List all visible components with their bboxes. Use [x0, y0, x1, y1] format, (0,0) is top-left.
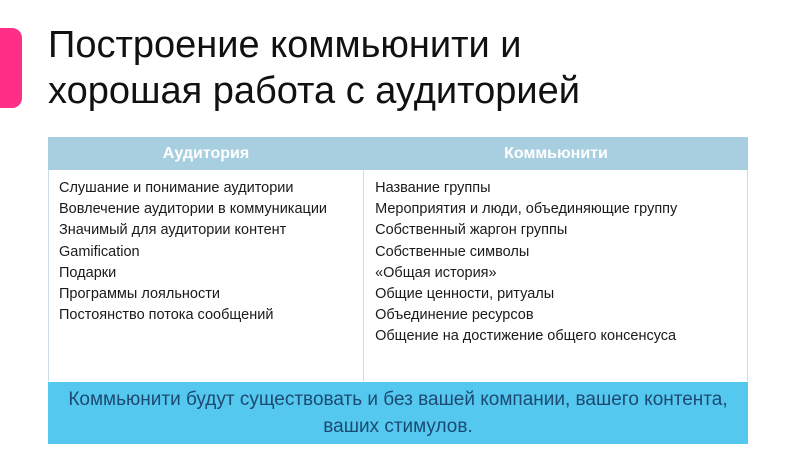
- audience-column: [49, 170, 364, 381]
- list-item: «Общая история»: [375, 264, 497, 281]
- callout-banner: [48, 382, 748, 444]
- list-item: Программы лояльности: [59, 286, 220, 303]
- list-item: Gamification: [59, 243, 140, 260]
- list-item: Значимый для аудитории контент: [59, 222, 287, 239]
- list-item: Подарки: [59, 264, 117, 281]
- list-item: Название группы: [375, 180, 491, 196]
- comparison-table: [48, 137, 748, 381]
- header-community: Коммьюнити: [504, 144, 608, 162]
- list-item: Вовлечение аудитории в коммуникации: [59, 201, 328, 218]
- title-line-1: Построение коммьюнити и: [48, 24, 522, 66]
- slide-title: [48, 22, 748, 114]
- table-body: [48, 170, 748, 381]
- accent-bar: [0, 28, 22, 108]
- list-item: Собственные символы: [375, 243, 530, 260]
- list-item: Объединение ресурсов: [375, 307, 534, 324]
- list-item: Мероприятия и люди, объединяющие группу: [375, 201, 678, 218]
- title-line-2: хорошая работа с аудиторией: [48, 70, 580, 112]
- list-item: Слушание и понимание аудитории: [59, 180, 294, 196]
- header-audience: Аудитория: [162, 144, 250, 162]
- list-item: Общие ценности, ритуалы: [375, 286, 555, 303]
- table-header: [48, 137, 748, 170]
- list-item: Собственный жаргон группы: [375, 222, 568, 239]
- banner-text: Коммьюнити будут существовать и без вашей компании, вашего контента, ваших стимулов.: [68, 389, 728, 437]
- list-item: Общение на достижение общего консенсуса: [375, 328, 677, 345]
- list-item: Постоянство потока сообщений: [59, 307, 274, 324]
- community-column: [364, 170, 747, 381]
